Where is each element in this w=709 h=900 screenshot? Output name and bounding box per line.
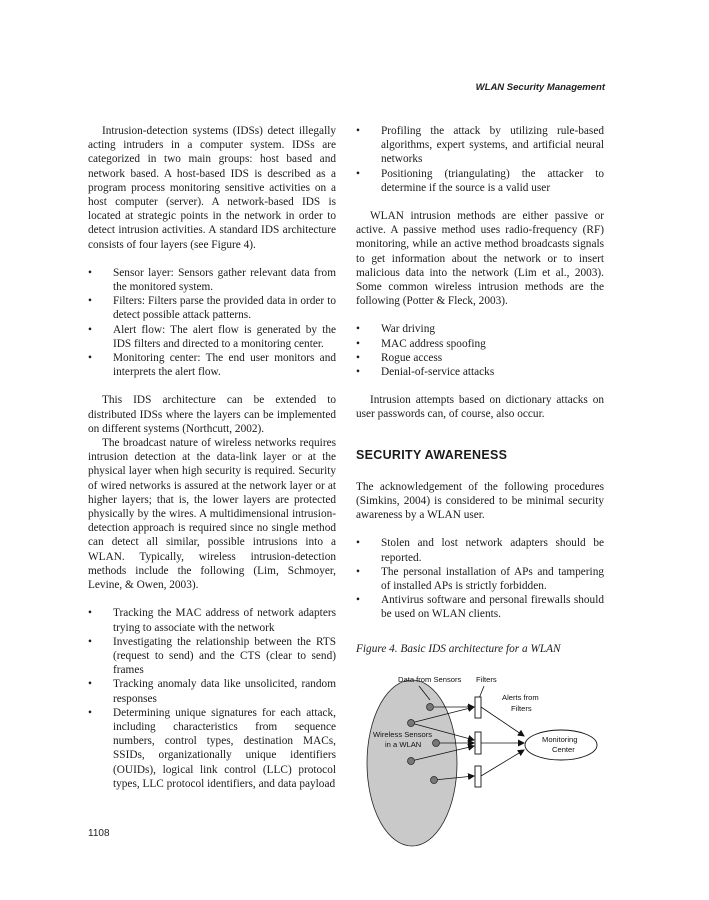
sensor-node [408, 720, 415, 727]
alerts-from-filters-label-line1: Alerts from [502, 693, 539, 702]
list-item: • Sensor layer: Sensors gather relevant data from the monitored system. [88, 266, 336, 294]
list-item: • Investigating the relationship between the RTS (request to send) and the CTS (clear to send) frames [88, 635, 336, 678]
detection-methods-continued-list [356, 124, 604, 195]
list-item: • Monitoring center: The end user monitors and interprets the alert flow. [88, 351, 336, 379]
list-item: • Filters: Filters parse the provided data in order to detect possible attack patterns. [88, 294, 336, 322]
list-item: • Rogue access [356, 351, 604, 365]
sensor-node [427, 704, 434, 711]
list-item: • Tracking anomaly data like unsolicited, random responses [88, 677, 336, 705]
sensor-node [408, 758, 415, 765]
sensor-node [431, 777, 438, 784]
list-item: • Alert flow: The alert flow is generated by the IDS filters and directed to a monitoring center. [88, 323, 336, 351]
list-item: • War driving [356, 322, 604, 336]
wireless-sensors-label-line1: Wireless Sensors [373, 730, 433, 739]
data-from-sensors-label: Data from Sensors [398, 675, 462, 684]
dictionary-attacks-paragraph: Intrusion attempts based on dictionary attacks on user passwords can, of course, also occur. [356, 394, 604, 421]
ids-architecture-figure [364, 670, 614, 850]
security-awareness-paragraph: The acknowledgement of the following procedures (Simkins, 2004) is considered to be minimal security awareness by a WLAN user. [356, 480, 604, 522]
wireless-detection-paragraph: The broadcast nature of wireless networks requires intrusion detection at the data-link layer or at the physical layer when high security is required. Security of wired networks is assured at the network layer or at higher layers; that is, the lower layers are protected physically by the wires. A multidimensional intrusion-detection approach is required since no single method can detect all similar, possible intrusions into a WLAN. Typically, wireless intrusion-detection methods include the following (Lim, Schmoyer, Levine, & Owen, 2003). [88, 437, 336, 592]
monitoring-center-label-line1: Monitoring [542, 735, 578, 744]
security-procedures-list [356, 536, 604, 621]
list-item: • The personal installation of APs and tampering of installed APs is strictly forbidden. [356, 565, 604, 593]
list-item: • MAC address spoofing [356, 337, 604, 351]
list-item: • Tracking the MAC address of network adapters trying to associate with the network [88, 606, 336, 634]
intrusion-methods-list [356, 322, 604, 379]
intro-paragraph: Intrusion-detection systems (IDSs) detect illegally acting intruders in a computer system. IDSs are categorized in two main groups: host based and network based. A host-based IDS is described as a program process monitoring sensitive activities on a host computer (server). A network-based IDS is located at strategic points in the network in order to detect intrusion activities. A standard IDS architecture consists of four layers (see Figure 4). [88, 125, 336, 251]
figure-caption: Figure 4. Basic IDS architecture for a WLAN [356, 642, 561, 655]
filter-box [475, 766, 481, 787]
wireless-sensors-label-line2: in a WLAN [385, 740, 422, 749]
list-item: • Antivirus software and personal firewalls should be used on WLAN clients. [356, 593, 604, 621]
intrusion-methods-paragraph: WLAN intrusion methods are either passive or active. A passive method uses radio-frequency (RF) monitoring, while an active method broadcasts signals to get information about the network or to insert malicious data into the network (Lim et al., 2003). Some common wireless intrusion methods are the following (Potter & Fleck, 2003). [356, 210, 604, 308]
list-item: • Positioning (triangulating) the attacker to determine if the source is a valid user [356, 167, 604, 195]
filter-box [475, 732, 481, 754]
filters-label: Filters [476, 675, 497, 684]
list-item: • Profiling the attack by utilizing rule-based algorithms, expert systems, and artificial neural networks [356, 124, 604, 167]
distributed-ids-paragraph: This IDS architecture can be extended to distributed IDSs where the layers can be implemented on different systems (Northcutt, 2002). [88, 394, 336, 435]
running-head: WLAN Security Management [475, 82, 605, 93]
ids-layer-list [88, 266, 336, 380]
detection-methods-list [88, 606, 336, 791]
list-item: • Stolen and lost network adapters should be reported. [356, 536, 604, 564]
alerts-from-filters-label-line2: Filters [511, 704, 532, 713]
page-number: 1108 [88, 828, 110, 839]
right-column [356, 124, 604, 656]
left-column [88, 124, 336, 791]
list-item: • Determining unique signatures for each attack, including characteristics from sequence numbers, control types, destination MACs, SSIDs, organizationally unique identifiers (OUIDs), logical link control (LLC) protocol types, LLC protocol identifiers, and data payload [88, 706, 336, 791]
sensor-node [433, 740, 440, 747]
ids-architecture-diagram [364, 670, 614, 850]
list-item: • Denial-of-service attacks [356, 365, 604, 379]
section-heading: SECURITY AWARENESS [356, 447, 508, 462]
alert-arrow [481, 750, 524, 776]
monitoring-center-label-line2: Center [552, 745, 575, 754]
filter-box [475, 697, 481, 718]
